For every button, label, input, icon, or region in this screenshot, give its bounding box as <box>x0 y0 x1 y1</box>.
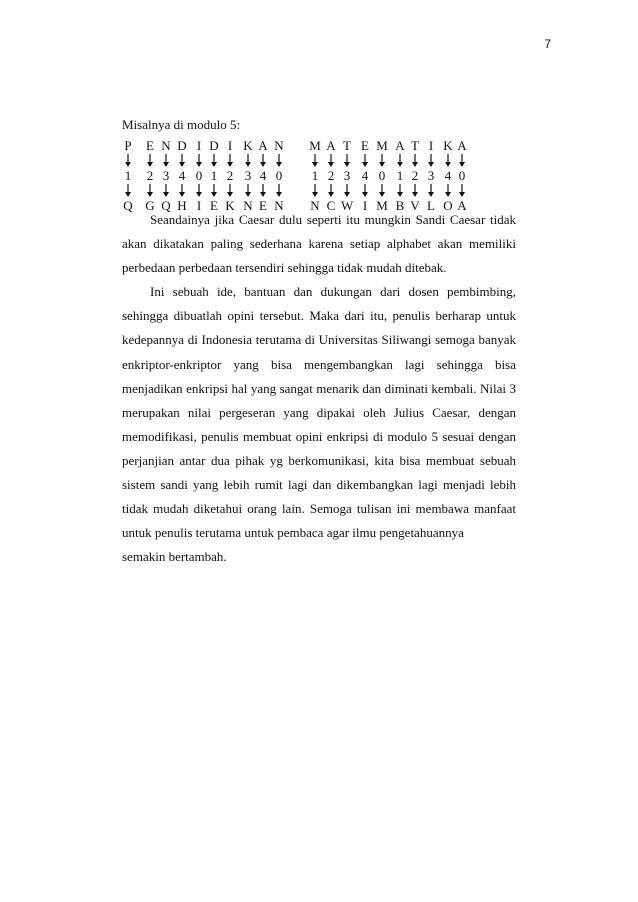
plaintext-letter-cell: P <box>124 138 132 153</box>
down-arrow-icon <box>257 154 269 168</box>
down-arrow-icon <box>359 154 371 168</box>
plaintext-letter-cell: K <box>243 138 253 153</box>
ciphertext-letter-cell: Q <box>161 198 171 213</box>
paragraph-1: Seandainya jika Caesar dulu seperti itu mungkin Sandi Caesar tidak akan dikatakan paling sederhana karena setiap alphabet akan memiliki perbedaan perbedaan tersendiri sehingga tidak mudah ditebak. <box>122 212 516 276</box>
down-arrow-icon <box>144 154 156 168</box>
down-arrow-icon <box>273 184 285 198</box>
ciphertext-letter-cell: W <box>341 198 354 213</box>
down-arrow-icon <box>376 154 388 168</box>
ciphertext-letter-cell: B <box>395 198 405 213</box>
down-arrow-icon <box>176 184 188 198</box>
plaintext-letter-cell: A <box>395 138 405 153</box>
plaintext-letter-cell: N <box>161 138 171 153</box>
plaintext-letter-cell: E <box>146 138 154 153</box>
plaintext-letter-cell: D <box>177 138 187 153</box>
key-digit-cell: 3 <box>343 168 351 183</box>
down-arrow-icon <box>122 184 134 198</box>
body-text <box>122 208 516 569</box>
plaintext-letter-cell: T <box>343 138 351 153</box>
key-digit-cell: 1 <box>396 168 404 183</box>
down-arrow-icon <box>122 154 134 168</box>
plaintext-letter-cell: E <box>361 138 369 153</box>
ciphertext-letter-cell: I <box>362 198 368 213</box>
plaintext-letter-cell: N <box>274 138 284 153</box>
key-digit-cell: 4 <box>259 168 267 183</box>
plaintext-letter-cell: I <box>227 138 233 153</box>
down-arrow-icon <box>176 154 188 168</box>
key-digit-cell: 0 <box>275 168 283 183</box>
plaintext-letter-cell: A <box>258 138 268 153</box>
down-arrow-icon <box>341 154 353 168</box>
down-arrow-icon <box>257 184 269 198</box>
ciphertext-letter-cell: I <box>196 198 202 213</box>
key-digit-cell: 4 <box>178 168 186 183</box>
key-digit-cell: 1 <box>124 168 132 183</box>
down-arrow-icon <box>394 154 406 168</box>
down-arrow-icon <box>144 184 156 198</box>
down-arrow-icon <box>193 154 205 168</box>
ciphertext-letter-cell: E <box>210 198 218 213</box>
down-arrow-icon <box>341 184 353 198</box>
ciphertext-letter-cell: H <box>177 198 187 213</box>
down-arrow-icon <box>456 184 468 198</box>
key-digit-cell: 4 <box>361 168 369 183</box>
key-digit-cell: 3 <box>427 168 435 183</box>
down-arrow-icon <box>160 154 172 168</box>
down-arrow-icon <box>160 184 172 198</box>
intro-line: Misalnya di modulo 5: <box>122 117 241 132</box>
plaintext-letter-cell: I <box>428 138 434 153</box>
down-arrow-icon <box>273 154 285 168</box>
plaintext-letter-cell: A <box>326 138 336 153</box>
down-arrow-icon <box>325 184 337 198</box>
key-digit-cell: 3 <box>244 168 252 183</box>
ciphertext-letter-cell: N <box>274 198 284 213</box>
page-number: 7 <box>544 37 551 51</box>
down-arrow-icon <box>242 154 254 168</box>
paragraph-2: Ini sebuah ide, bantuan dan dukungan dari dosen pembimbing, sehingga dibuatlah opini tersebut. Maka dari itu, penulis berharap untuk kedepannya di Indonesia terutama di Universitas Siliwangi semoga banyak enkriptor-enkriptor yang bisa mengembangkan lagi sehingga bisa menjadikan enkripsi hal yang sangat menarik dan diminati kembali. Nilai 3 merupakan nilai pergeseran yang dipakai oleh Julius Caesar, dengan memodifikasi, penulis membuat opini enkripsi di modulo 5 sesuai dengan perjanjian antar dua pihak yg berkomunikasi, kita bisa membuat sebuah sistem sandi yang lebih rumit lagi dan dikembangkan lagi menjadi lebih tidak mudah diketahui orang lain. Semoga tulisan ini membawa manfaat untuk penulis terutama untuk pembaca agar ilmu pengetahuannya <box>122 284 516 541</box>
plaintext-letter-cell: K <box>443 138 453 153</box>
down-arrow-icon <box>442 154 454 168</box>
down-arrow-icon <box>425 184 437 198</box>
ciphertext-letter-cell: A <box>457 198 467 213</box>
ciphertext-letter-cell: L <box>427 198 435 213</box>
plaintext-letter-cell: I <box>196 138 202 153</box>
down-arrow-icon <box>208 154 220 168</box>
key-digit-cell: 1 <box>311 168 319 183</box>
down-arrow-icon <box>224 154 236 168</box>
down-arrow-icon <box>309 154 321 168</box>
key-digit-cell: 3 <box>162 168 170 183</box>
ciphertext-letter-cell: E <box>259 198 267 213</box>
down-arrow-icon <box>359 184 371 198</box>
key-digit-cell: 2 <box>226 168 234 183</box>
ciphertext-letter-cell: C <box>326 198 336 213</box>
down-arrow-icon <box>394 184 406 198</box>
down-arrow-icon <box>376 184 388 198</box>
down-arrow-icon <box>309 184 321 198</box>
ciphertext-letter-cell: O <box>443 198 453 213</box>
key-digit-cell: 2 <box>146 168 154 183</box>
ciphertext-letter-cell: Q <box>123 198 133 213</box>
plaintext-letter-cell: A <box>457 138 467 153</box>
down-arrow-icon <box>425 154 437 168</box>
ciphertext-letter-cell: N <box>310 198 320 213</box>
key-digit-cell: 4 <box>444 168 452 183</box>
ciphertext-letter-cell: M <box>376 198 388 213</box>
key-digit-cell: 0 <box>378 168 386 183</box>
plaintext-letter-cell: M <box>309 138 321 153</box>
down-arrow-icon <box>442 184 454 198</box>
ciphertext-letter-cell: K <box>225 198 235 213</box>
plaintext-letter-cell: D <box>209 138 219 153</box>
ciphertext-letter-cell: N <box>243 198 253 213</box>
down-arrow-icon <box>409 184 421 198</box>
down-arrow-icon <box>242 184 254 198</box>
key-digit-cell: 0 <box>195 168 203 183</box>
down-arrow-icon <box>224 184 236 198</box>
key-digit-cell: 1 <box>210 168 218 183</box>
down-arrow-icon <box>208 184 220 198</box>
down-arrow-icon <box>409 154 421 168</box>
ciphertext-letter-cell: G <box>145 198 155 213</box>
plaintext-letter-cell: M <box>376 138 388 153</box>
down-arrow-icon <box>193 184 205 198</box>
ciphertext-letter-cell: V <box>410 198 420 213</box>
plaintext-letter-cell: T <box>411 138 419 153</box>
key-digit-cell: 2 <box>411 168 419 183</box>
paragraph-final-line: semakin bertambah. <box>122 549 227 565</box>
key-digit-cell: 0 <box>458 168 466 183</box>
key-digit-cell: 2 <box>327 168 335 183</box>
down-arrow-icon <box>456 154 468 168</box>
down-arrow-icon <box>325 154 337 168</box>
